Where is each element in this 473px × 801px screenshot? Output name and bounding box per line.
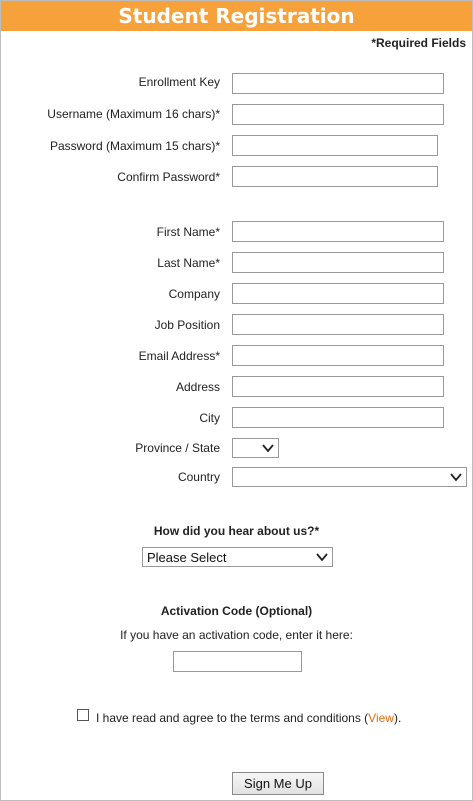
company-input[interactable]: [232, 283, 444, 304]
enrollment-key-input[interactable]: [232, 73, 444, 94]
last-name-input[interactable]: [232, 252, 444, 273]
terms-suffix: ).: [393, 711, 402, 725]
province-state-select[interactable]: [232, 438, 279, 458]
job-position-input[interactable]: [232, 314, 444, 335]
activation-code-input[interactable]: [173, 651, 302, 672]
country-select[interactable]: [232, 467, 467, 487]
email-input[interactable]: [232, 345, 444, 366]
page-title: Student Registration: [1, 1, 472, 31]
required-fields-note: *Required Fields: [371, 36, 466, 50]
confirm-password-label: Confirm Password*: [117, 170, 220, 184]
referral-selected-value: Please Select: [147, 550, 227, 565]
enrollment-key-label: Enrollment Key: [138, 75, 220, 89]
first-name-label: First Name*: [156, 225, 220, 239]
chevron-down-icon: [261, 441, 275, 455]
chevron-down-icon: [315, 550, 329, 564]
city-label: City: [199, 411, 220, 425]
terms-checkbox[interactable]: [77, 709, 89, 721]
activation-hint: If you have an activation code, enter it here:: [120, 628, 353, 642]
country-label: Country: [177, 470, 220, 484]
province-state-label: Province / State: [135, 441, 220, 455]
password-label: Password (Maximum 15 chars)*: [49, 139, 220, 153]
activation-title: Activation Code (Optional): [160, 604, 313, 618]
referral-select[interactable]: [142, 547, 333, 567]
job-position-label: Job Position: [154, 318, 220, 332]
password-input[interactable]: [232, 135, 438, 156]
terms-text: [96, 711, 401, 725]
chevron-down-icon: [449, 470, 463, 484]
confirm-password-input[interactable]: [232, 166, 438, 187]
username-label: Username (Maximum 16 chars)*: [47, 107, 220, 121]
city-input[interactable]: [232, 407, 444, 428]
username-input[interactable]: [232, 104, 444, 125]
address-input[interactable]: [232, 376, 444, 397]
company-label: Company: [168, 287, 220, 301]
last-name-label: Last Name*: [157, 256, 220, 270]
sign-me-up-button[interactable]: Sign Me Up: [232, 772, 324, 795]
email-label: Email Address*: [138, 349, 220, 363]
address-label: Address: [175, 380, 220, 394]
first-name-input[interactable]: [232, 221, 444, 242]
referral-question: How did you hear about us?*: [153, 524, 320, 538]
terms-prefix: I have read and agree to the terms and conditions (: [96, 711, 369, 725]
terms-view-link[interactable]: View: [368, 711, 394, 725]
